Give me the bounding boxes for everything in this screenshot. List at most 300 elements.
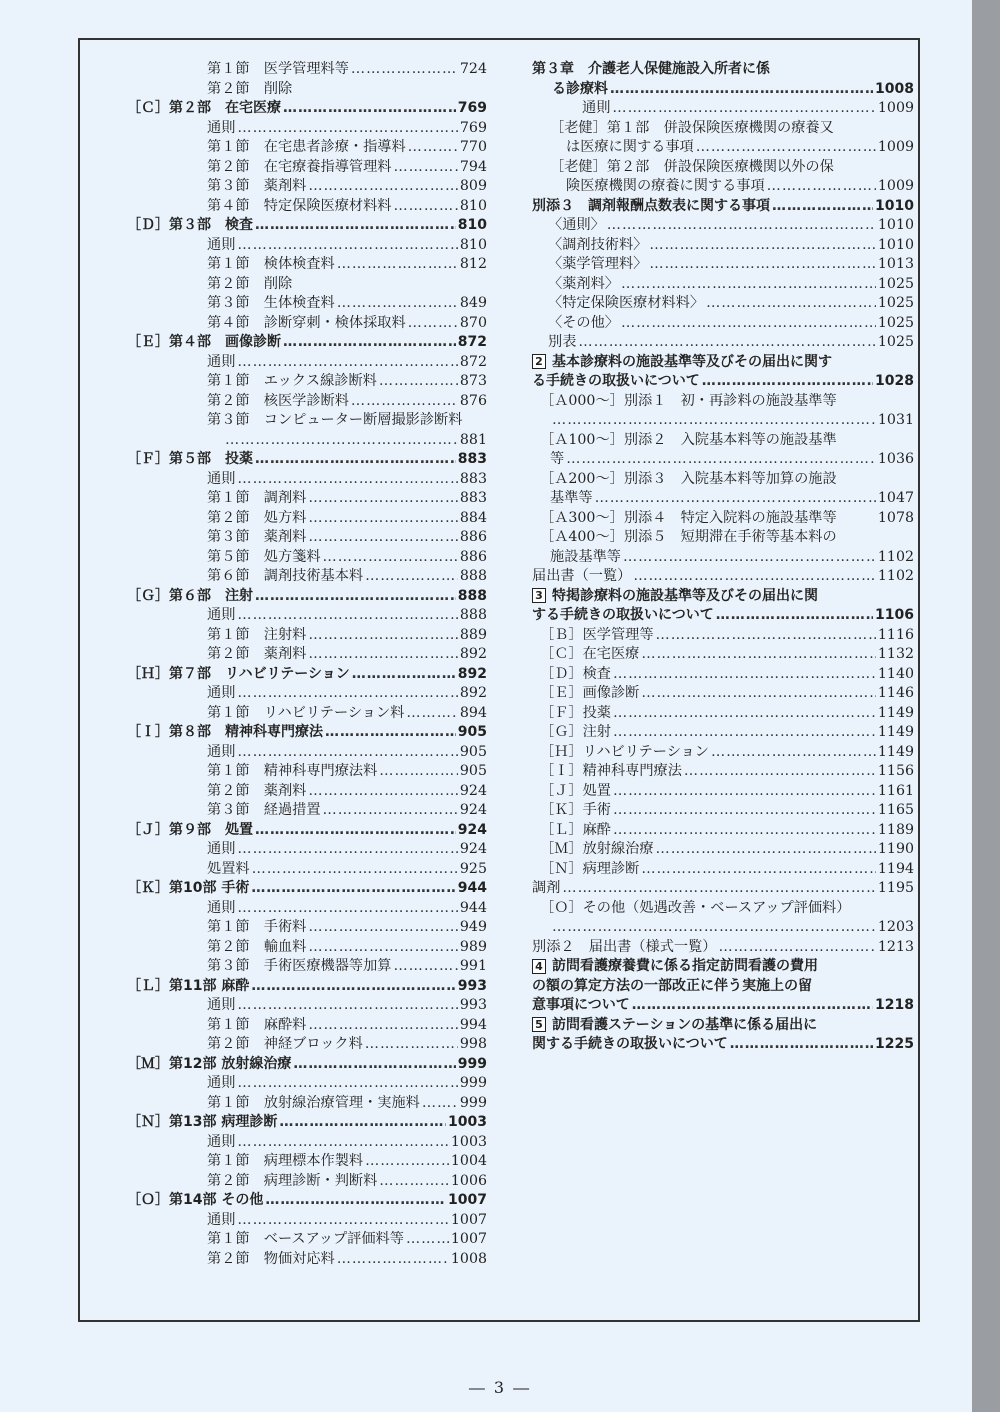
toc-entry-text: ［Ｎ］病理診断 [540, 860, 640, 877]
toc-leader-dots [337, 255, 458, 275]
toc-page-number: 1149 [877, 743, 914, 760]
toc-entry [127, 1133, 487, 1153]
toc-leader-dots [649, 255, 876, 275]
toc-entry-title [207, 1211, 235, 1231]
toc-page-number: 870 [459, 314, 487, 331]
toc-leader-dots [255, 821, 456, 841]
toc-entry-text: 〈調剤技術料〉 [548, 236, 648, 253]
toc-entry-title [127, 1055, 291, 1075]
toc-leader-dots [237, 353, 458, 373]
toc-entry [532, 431, 914, 451]
toc-entry-text: 届出書（一覧） [532, 568, 632, 584]
toc-leader-dots [251, 977, 455, 997]
toc-entry-title [207, 704, 404, 724]
toc-entry-text: 第５節 処方箋料 [207, 548, 321, 565]
toc-entry [532, 879, 914, 899]
toc-leader-dots [308, 938, 458, 958]
toc-entry-title [540, 860, 639, 880]
toc-entry-title [207, 840, 235, 860]
toc-entry-text: ［Ｅ］第４部 画像診断 [127, 334, 281, 350]
toc-entry-text: 意事項について [532, 997, 630, 1013]
toc-entry [127, 801, 487, 821]
toc-entry-text: の額の算定方法の一部改正に伴う実施上の留 [532, 977, 812, 994]
toc-entry-title [532, 879, 560, 899]
toc-entry [127, 236, 487, 256]
toc-leader-dots [613, 821, 876, 841]
toc-entry [127, 840, 487, 860]
toc-leader-dots [251, 879, 455, 899]
toc-entry-title [207, 1133, 235, 1153]
toc-entry-title [540, 743, 709, 763]
toc-entry-title [207, 528, 306, 548]
toc-entry-title [127, 587, 253, 607]
toc-leader-dots [696, 138, 876, 158]
toc-entry-text: 第２節 物価対応料 [207, 1250, 335, 1267]
toc-page-number: 1010 [877, 217, 914, 233]
toc-entry-title [540, 684, 639, 704]
toc-entry [127, 158, 487, 178]
toc-leader-dots [566, 450, 876, 470]
toc-entry [127, 1211, 487, 1231]
toc-entry [532, 1016, 914, 1036]
toc-page-number: 812 [459, 256, 487, 272]
toc-entry-title [540, 431, 837, 451]
toc-entry [532, 567, 914, 587]
toc-entry-title [207, 860, 250, 880]
toc-entry-title [127, 99, 281, 119]
toc-entry-title [127, 977, 249, 997]
toc-entry-text: 第１節 調剤料 [207, 490, 307, 506]
toc-entry-text: 通則 [207, 1133, 236, 1150]
toc-entry-text: 訪問看護ステーションの基準に係る届出に [552, 1016, 818, 1033]
toc-leader-dots [641, 860, 876, 880]
toc-entry-title [207, 275, 292, 295]
toc-leader-dots [612, 99, 876, 119]
toc-entry [532, 411, 914, 431]
toc-page-number: 872 [457, 334, 487, 350]
toc-entry-title [532, 996, 630, 1016]
toc-page-number: 892 [459, 646, 487, 662]
toc-entry [532, 938, 914, 958]
toc-entry-text: 第１節 リハビリテーション料 [207, 704, 405, 721]
toc-page-number: 1006 [450, 1172, 487, 1189]
toc-page-number: 1116 [877, 626, 914, 643]
toc-page-number: 886 [459, 529, 487, 545]
toc-page-number: 1218 [875, 997, 914, 1013]
toc-entry-text: ［Ｍ］第12部 放射線治療 [127, 1055, 292, 1072]
toc-entry-title [566, 177, 765, 197]
toc-entry-title [548, 333, 576, 353]
toc-entry-title [532, 372, 700, 392]
toc-entry-title [550, 119, 834, 139]
toc-entry-title [207, 1094, 420, 1114]
toc-entry-text: ［Ａ000～］別添１ 初・再診料の施設基準等 [540, 392, 837, 409]
toc-entry-title [207, 899, 235, 919]
toc-leader-dots [613, 704, 876, 724]
toc-entry-text: 通則 [207, 1075, 236, 1091]
toc-entry [127, 1152, 487, 1172]
toc-entry-text: ［Ｍ］放射線治療 [540, 841, 654, 857]
toc-entry [532, 782, 914, 802]
toc-page-number: 1025 [877, 314, 914, 331]
toc-page-number: 770 [459, 139, 487, 155]
toc-entry-text: 第１節 エックス線診断料 [207, 373, 377, 389]
toc-entry [127, 372, 487, 392]
toc-entry [127, 860, 487, 880]
toc-entry [532, 548, 914, 568]
toc-entry-title [207, 177, 306, 197]
toc-entry-title [548, 236, 647, 256]
toc-leader-dots [255, 216, 456, 236]
toc-entry-title [540, 899, 850, 919]
toc-page-number: 809 [459, 178, 487, 194]
toc-entry-title [127, 450, 253, 470]
toc-page-number: 810 [459, 236, 487, 253]
toc-entry [127, 762, 487, 782]
toc-entry-title [540, 392, 837, 412]
toc-leader-dots [337, 1250, 449, 1270]
toc-leader-dots [610, 80, 873, 100]
toc-entry-title [207, 801, 321, 821]
toc-entry-title [532, 567, 631, 587]
toc-page-number: 993 [459, 997, 487, 1013]
toc-leader-dots [641, 684, 876, 704]
toc-leader-dots [716, 606, 873, 626]
toc-entry [127, 177, 487, 197]
toc-leader-dots [237, 1133, 449, 1153]
toc-entry-title [207, 353, 235, 373]
toc-entry-text: 基本診療料の施設基準等及びその届出に関す [552, 353, 832, 370]
toc-leader-dots [237, 1211, 449, 1231]
toc-entry-text: ［Ｎ］第13部 病理診断 [127, 1114, 278, 1130]
toc-entry-title [207, 996, 235, 1016]
toc-entry [532, 528, 914, 548]
toc-entry-text: ［Ｈ］第７部 リハビリテーション [127, 665, 350, 682]
toc-leader-dots [621, 314, 876, 334]
toc-entry [127, 509, 487, 529]
toc-leader-dots [308, 528, 458, 548]
toc-entry-text: ［Ｈ］リハビリテーション [540, 743, 709, 760]
toc-entry [127, 1016, 487, 1036]
toc-entry-text: 第２節 核医学診断料 [207, 392, 349, 409]
toc-entry [532, 665, 914, 685]
toc-leader-dots [265, 1191, 446, 1211]
toc-page-number: 1078 [877, 509, 914, 526]
toc-leader-dots [323, 548, 458, 568]
toc-page-number: 1008 [450, 1250, 487, 1267]
toc-entry [532, 801, 914, 821]
toc-page-number: 991 [459, 958, 487, 974]
toc-entry-text: 施設基準等 [550, 548, 621, 565]
toc-leader-dots [352, 665, 456, 685]
toc-entry-title [207, 957, 391, 977]
toc-entry-title [207, 1016, 306, 1036]
toc-entry-title [532, 1016, 817, 1036]
toc-entry-text: ［Ｉ］第８部 精神科専門療法 [127, 724, 323, 740]
toc-entry [127, 879, 487, 899]
toc-page-number: 1102 [877, 548, 914, 565]
toc-entry [532, 294, 914, 314]
toc-page-number: 944 [459, 899, 487, 916]
toc-entry-title [540, 782, 611, 802]
toc-page-number: 888 [457, 587, 487, 604]
toc-entry-title [540, 704, 611, 724]
toc-entry-text: ［Ｅ］画像診断 [540, 685, 640, 701]
toc-leader-dots [393, 158, 457, 178]
toc-entry [127, 704, 487, 724]
toc-page-number: 1008 [875, 80, 914, 97]
toc-leader-dots [406, 704, 458, 724]
toc-leader-dots [237, 996, 458, 1016]
toc-entry-text: ［Ｄ］検査 [540, 665, 611, 682]
toc-entry-title [207, 509, 306, 529]
toc-page-number: 1195 [877, 880, 914, 896]
toc-entry [532, 509, 914, 529]
toc-entry [532, 743, 914, 763]
toc-entry-title [548, 255, 647, 275]
toc-entry-text: 第３節 経過措置 [207, 802, 321, 818]
toc-entry-title [127, 333, 281, 353]
toc-page-number: 924 [459, 841, 487, 857]
toc-entry-text: る診療料 [552, 80, 608, 97]
toc-leader-dots [323, 801, 458, 821]
toc-entry-title [548, 275, 619, 295]
toc-entry [127, 1250, 487, 1270]
toc-entry-text: 第３章 介護老人保健施設入所者に係 [532, 61, 770, 77]
toc-leader-dots [684, 762, 876, 782]
toc-entry-title [207, 158, 391, 178]
toc-entry [127, 528, 487, 548]
toc-leader-dots [237, 899, 458, 919]
toc-entry-title [540, 528, 837, 548]
toc-entry [127, 411, 487, 431]
toc-entry-title [207, 314, 406, 334]
toc-entry [532, 996, 914, 1016]
toc-entry-title [207, 392, 349, 412]
toc-page-number: 1194 [877, 860, 914, 877]
toc-entry-text: ［Ｊ］第９部 処置 [127, 821, 253, 838]
toc-entry-title [582, 99, 610, 119]
toc-entry-text: 第２節 病理診断・判断料 [207, 1172, 378, 1189]
toc-entry-title [207, 606, 235, 626]
toc-entry [532, 762, 914, 782]
toc-entry-title [207, 470, 235, 490]
toc-entry-text: 通則 [207, 899, 236, 916]
toc-entry-text: ［Ａ400～］別添５ 短期滞在手術等基本料の [540, 529, 837, 545]
toc-entry-title [540, 645, 639, 665]
toc-leader-dots [252, 860, 458, 880]
toc-entry-text: 別添２ 届出書（様式一覧） [532, 938, 717, 955]
toc-entry-text: 第１節 精神科専門療法料 [207, 763, 378, 779]
toc-entry [532, 684, 914, 704]
toc-page-number: 1025 [877, 295, 914, 311]
toc-page-number: 905 [457, 724, 487, 740]
toc-page-number: 794 [459, 158, 487, 175]
toc-entry-title [532, 197, 770, 217]
toc-leader-dots [706, 294, 876, 314]
toc-page-number: 1225 [875, 1036, 914, 1052]
toc-entry [127, 353, 487, 373]
toc-leader-dots [641, 645, 876, 665]
toc-entry-title [548, 314, 619, 334]
toc-entry [127, 470, 487, 490]
toc-entry [532, 60, 914, 80]
toc-entry [532, 392, 914, 412]
toc-entry-title [540, 801, 611, 821]
toc-entry-text: 第３節 薬剤料 [207, 529, 307, 545]
toc-entry-title [127, 1191, 263, 1211]
toc-page-number: 769 [457, 100, 487, 116]
toc-entry-text: ［Ｇ］注射 [540, 724, 611, 740]
toc-entry-title [532, 1035, 728, 1055]
toc-entry-title [540, 840, 654, 860]
toc-entry-text: ［Ｆ］投薬 [540, 704, 611, 721]
toc-entry [532, 587, 914, 607]
toc-entry-text: 通則 [207, 353, 236, 370]
toc-entry-text: 第２節 薬剤料 [207, 646, 307, 662]
toc-entry-title [532, 587, 818, 607]
toc-leader-dots [308, 782, 458, 802]
toc-entry [532, 255, 914, 275]
toc-leader-dots [365, 1035, 458, 1055]
toc-entry [127, 1113, 487, 1133]
toc-entry [127, 587, 487, 607]
toc-page-number: 1213 [877, 938, 914, 955]
toc-entry [127, 138, 487, 158]
toc-leader-dots [613, 782, 876, 802]
toc-leader-dots [365, 567, 458, 587]
toc-page-number: 1010 [877, 236, 914, 253]
toc-entry [532, 158, 914, 178]
toc-page-number: 1031 [877, 412, 914, 428]
toc-entry [127, 392, 487, 412]
toc-entry [532, 333, 914, 353]
toc-page-number: 886 [459, 548, 487, 565]
section-number-box: 2 [532, 354, 546, 369]
section-number-box: 4 [532, 959, 546, 974]
toc-entry [532, 645, 914, 665]
toc-page-number: 999 [457, 1055, 487, 1072]
toc-entry-text: ［Ｊ］処置 [540, 782, 611, 799]
toc-entry-text: ［Ｄ］第３部 検査 [127, 217, 253, 233]
toc-entry-text: 第２節 輸血料 [207, 938, 307, 955]
toc-entry-text: 通則 [207, 119, 236, 136]
toc-page-number: 892 [459, 685, 487, 701]
toc-leader-dots [237, 119, 458, 139]
toc-leader-dots [308, 489, 458, 509]
toc-entry-title [540, 470, 837, 490]
toc-entry [127, 489, 487, 509]
toc-entry-title [207, 119, 235, 139]
toc-page-number: 1003 [448, 1114, 487, 1130]
toc-entry [532, 1035, 914, 1055]
toc-page-number: 1007 [448, 1192, 487, 1208]
toc-page-number: 1047 [877, 490, 914, 506]
toc-page-number: 724 [459, 61, 487, 77]
toc-entry-title [207, 80, 292, 100]
toc-page-number: 1149 [877, 704, 914, 721]
toc-entry-title [127, 665, 350, 685]
toc-entry [127, 431, 487, 451]
toc-entry-title [532, 606, 714, 626]
toc-entry-text: 通則 [207, 607, 236, 623]
toc-page-number: 1013 [877, 256, 914, 272]
toc-entry-text: ［Ｏ］第14部 その他 [127, 1192, 264, 1208]
toc-entry-title [207, 762, 377, 782]
toc-page-number: 1106 [875, 607, 914, 623]
toc-leader-dots [718, 938, 875, 958]
toc-entry-text: ［Ａ200～］別添３ 入院基本料等加算の施設 [540, 470, 837, 487]
toc-page-number: 1009 [877, 139, 914, 155]
toc-leader-dots [255, 450, 456, 470]
toc-page-number: 1036 [877, 451, 914, 467]
toc-leader-dots [711, 743, 876, 763]
toc-entry-text: 第２節 削除 [207, 80, 293, 97]
toc-entry [532, 119, 914, 139]
toc-page-number: 1102 [877, 568, 914, 584]
toc-leader-dots [393, 957, 457, 977]
toc-leader-dots [422, 1094, 458, 1114]
toc-entry-title [532, 353, 832, 373]
toc-entry-title [540, 821, 611, 841]
toc-leader-dots [621, 275, 876, 295]
toc-page-number: 1146 [877, 685, 914, 701]
toc-leader-dots [613, 801, 876, 821]
toc-entry [127, 977, 487, 997]
toc-entry-text: ［Ａ300～］別添４ 特定入院料の施設基準等 [540, 509, 837, 526]
toc-entry-title [532, 977, 812, 997]
toc-page-number: 1189 [877, 821, 914, 838]
toc-page-number: 894 [459, 704, 487, 721]
toc-entry-text: 〈特定保険医療材料料〉 [548, 295, 705, 311]
toc-page-number: 999 [459, 1094, 487, 1111]
toc-entry [127, 333, 487, 353]
toc-leader-dots [595, 489, 876, 509]
toc-entry [127, 938, 487, 958]
toc-entry [127, 626, 487, 646]
toc-page-number: 883 [457, 451, 487, 467]
toc-entry-text: 関する手続きの取扱いについて [532, 1036, 728, 1052]
toc-leader-dots [237, 606, 458, 626]
toc-entry-title [532, 957, 818, 977]
toc-leader-dots [632, 996, 873, 1016]
toc-page-number: 994 [459, 1016, 487, 1033]
toc-leader-dots [393, 197, 457, 217]
toc-entry-text: 通則 [207, 841, 236, 857]
toc-page-number: 944 [457, 880, 487, 896]
toc-entry [532, 470, 914, 490]
toc-leader-dots [337, 294, 458, 314]
toc-leader-dots [408, 138, 458, 158]
toc-entry [127, 197, 487, 217]
toc-entry [127, 1191, 487, 1211]
toc-leader-dots [237, 1074, 458, 1094]
toc-entry-title [550, 158, 834, 178]
toc-entry-text: 第２節 薬剤料 [207, 782, 307, 799]
toc-entry [127, 60, 487, 80]
toc-leader-dots [293, 1055, 455, 1075]
toc-entry [127, 645, 487, 665]
toc-entry-text: ［Ｆ］第５部 投薬 [127, 451, 253, 467]
toc-entry-title [207, 197, 391, 217]
toc-right-column [532, 60, 914, 1055]
section-number-box: 5 [532, 1017, 546, 1032]
toc-entry-title [207, 489, 306, 509]
toc-entry-title [207, 918, 306, 938]
toc-leader-dots [656, 626, 876, 646]
toc-page-number: 905 [459, 763, 487, 779]
toc-entry [127, 294, 487, 314]
